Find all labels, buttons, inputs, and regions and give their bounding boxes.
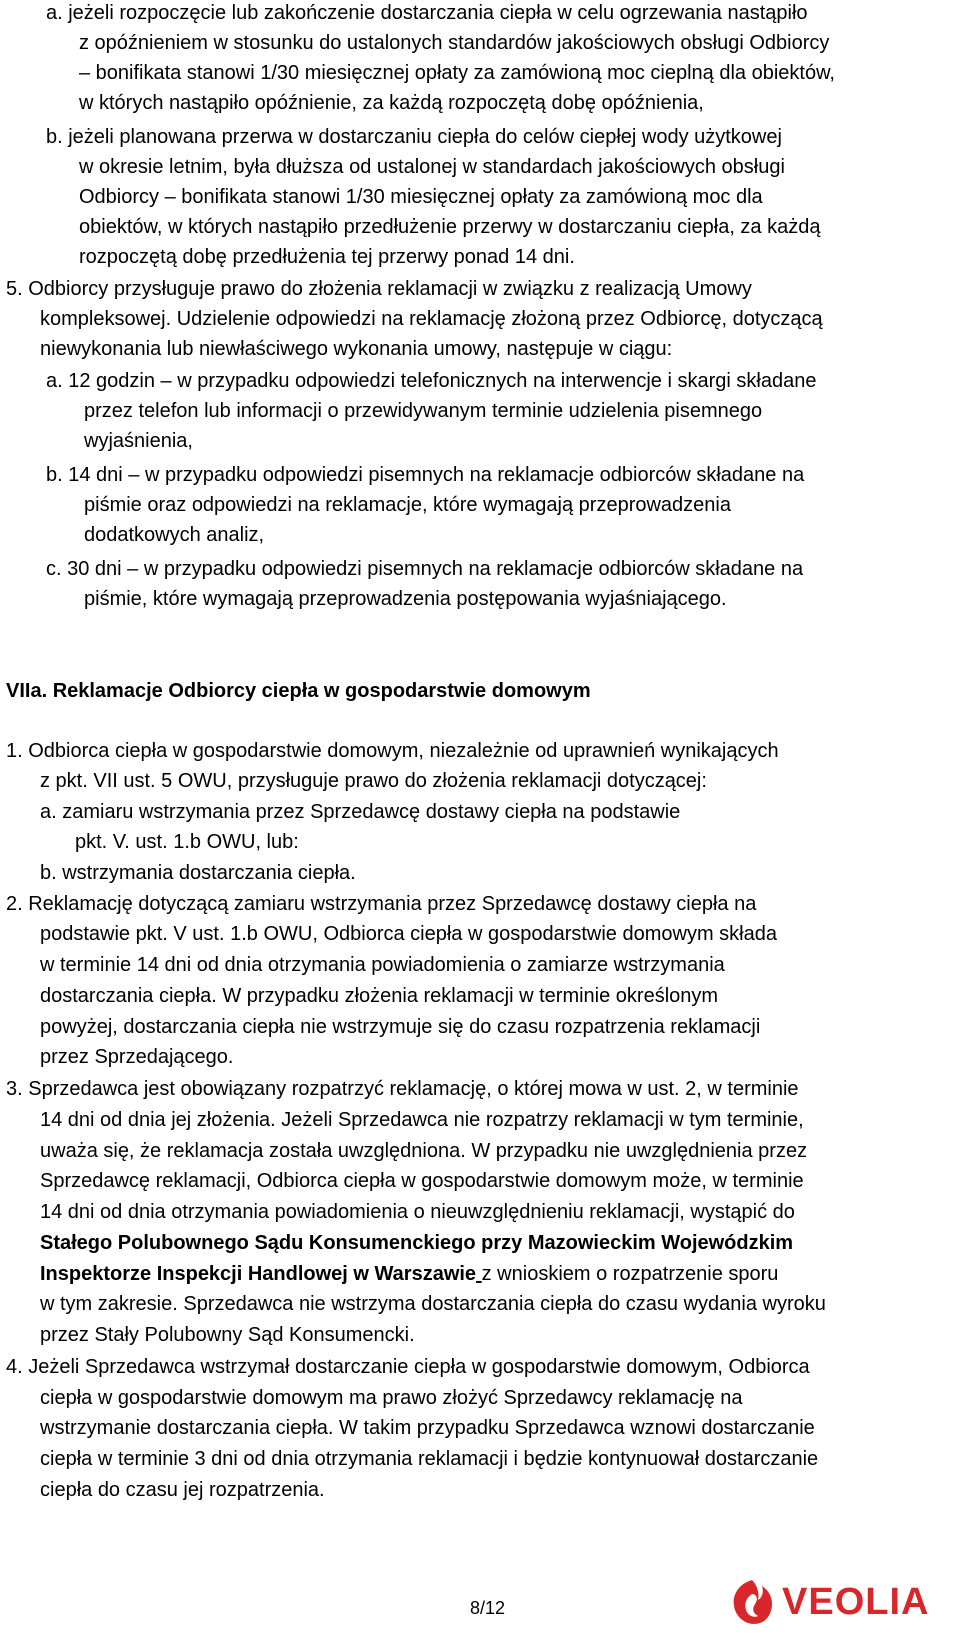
- text-line: ciepła w terminie 3 dni od dnia otrzymania reklamacji i będzie kontynuował dostarczanie: [40, 1448, 819, 1470]
- text-line: piśmie oraz odpowiedzi na reklamacje, które wymagają przeprowadzenia: [84, 494, 731, 516]
- text-line: 4. Jeżeli Sprzedawca wstrzymał dostarczanie ciepła w gospodarstwie domowym, Odbiorca: [6, 1356, 810, 1378]
- text-line: 5. Odbiorcy przysługuje prawo do złożenia reklamacji w związku z realizacją Umowy: [6, 278, 752, 300]
- text-line: z opóźnieniem w stosunku do ustalonych standardów jakościowych obsługi Odbiorcy: [79, 32, 830, 54]
- text-line: ciepła w gospodarstwie domowym ma prawo złożyć Sprzedawcy reklamację na: [40, 1387, 743, 1409]
- text-line: b. 14 dni – w przypadku odpowiedzi pisemnych na reklamacje odbiorców składane na: [46, 464, 805, 486]
- text-line: b. jeżeli planowana przerwa w dostarczaniu ciepła do celów ciepłej wody użytkowej: [46, 126, 782, 148]
- text-line: podstawie pkt. V ust. 1.b OWU, Odbiorca ciepła w gospodarstwie domowym składa: [40, 923, 777, 945]
- text-line: uważa się, że reklamacja została uwzględniona. W przypadku nie uwzględnienia przez: [40, 1140, 808, 1162]
- text-line: Sprzedawcę reklamacji, Odbiorca ciepła w gospodarstwie domowym może, w terminie: [40, 1170, 804, 1192]
- text-line: a. zamiaru wstrzymania przez Sprzedawcę dostawy ciepła na podstawie: [40, 801, 681, 823]
- text-line: przez Sprzedającego.: [40, 1046, 234, 1068]
- court-name-line: Stałego Polubownego Sądu Konsumenckiego przy Mazowieckim Wojewódzkim: [40, 1232, 794, 1254]
- text-line: w okresie letnim, była dłuższa od ustalonej w standardach jakościowych obsługi: [79, 156, 785, 178]
- veolia-logo: [728, 1574, 929, 1630]
- text-line: a. jeżeli rozpoczęcie lub zakończenie dostarczania ciepła w celu ogrzewania nastąpiło: [46, 2, 808, 24]
- text-line: piśmie, które wymagają przeprowadzenia postępowania wyjaśniającego.: [84, 588, 727, 610]
- text-line: przez Stały Polubowny Sąd Konsumencki.: [40, 1324, 415, 1346]
- text-line: 14 dni od dnia otrzymania powiadomienia o nieuwzględnieniu reklamacji, wystąpić do: [40, 1201, 795, 1223]
- text-line: w tym zakresie. Sprzedawca nie wstrzyma dostarczania ciepła do czasu wydania wyroku: [40, 1293, 826, 1315]
- court-name-bold: Inspektorze Inspekcji Handlowej w Warszawie: [40, 1263, 477, 1285]
- text-line: 14 dni od dnia jej złożenia. Jeżeli Sprzedawca nie rozpatrzy reklamacji w tym terminie,: [40, 1109, 804, 1131]
- text-line: dostarczania ciepła. W przypadku złożenia reklamacji w terminie określonym: [40, 985, 719, 1007]
- page-number: 8/12: [470, 1598, 506, 1618]
- text-line: w których nastąpiło opóźnienie, za każdą rozpoczętą dobę opóźnienia,: [79, 92, 704, 114]
- text-line: a. 12 godzin – w przypadku odpowiedzi telefonicznych na interwencje i skargi składane: [46, 370, 817, 392]
- text-line: kompleksowej. Udzielenie odpowiedzi na reklamację złożoną przez Odbiorcę, dotyczącą: [40, 308, 823, 330]
- text-line: dodatkowych analiz,: [84, 524, 265, 546]
- text-line: 3. Sprzedawca jest obowiązany rozpatrzyć reklamację, o której mowa w ust. 2, w terminie: [6, 1078, 799, 1100]
- logo-wordmark: VEOLIA: [782, 1580, 930, 1623]
- text-line: c. 30 dni – w przypadku odpowiedzi pisemnych na reklamacje odbiorców składane na: [46, 558, 804, 580]
- text-line: wyjaśnienia,: [84, 430, 193, 452]
- section-title: VIIa. Reklamacje Odbiorcy ciepła w gospodarstwie domowym: [6, 680, 591, 702]
- text-line: z pkt. VII ust. 5 OWU, przysługuje prawo do złożenia reklamacji dotyczącej:: [40, 770, 707, 792]
- text-line: 1. Odbiorca ciepła w gospodarstwie domowym, niezależnie od uprawnień wynikających: [6, 740, 779, 762]
- text-line: w terminie 14 dni od dnia otrzymania powiadomienia o zamiarze wstrzymania: [40, 954, 725, 976]
- text-line: 2. Reklamację dotyczącą zamiaru wstrzymania przez Sprzedawcę dostawy ciepła na: [6, 893, 757, 915]
- text-line: – bonifikata stanowi 1/30 miesięcznej opłaty za zamówioną moc cieplną dla obiektów,: [79, 62, 835, 84]
- text-line: przez telefon lub informacji o przewidywanym terminie udzielenia pisemnego: [84, 400, 763, 422]
- text-line: b. wstrzymania dostarczania ciepła.: [40, 862, 356, 884]
- court-line-tail: z wnioskiem o rozpatrzenie sporu: [481, 1263, 779, 1285]
- court-name-line-2: [40, 1259, 778, 1289]
- text-line: wstrzymanie dostarczania ciepła. W takim przypadku Sprzedawca wznowi dostarczanie: [40, 1417, 815, 1439]
- text-line: powyżej, dostarczania ciepła nie wstrzymuje się do czasu rozpatrzenia reklamacji: [40, 1016, 761, 1038]
- text-line: obiektów, w których nastąpiło przedłużenie przerwy w dostarczaniu ciepła, za każdą: [79, 216, 821, 238]
- text-line: ciepła do czasu jej rozpatrzenia.: [40, 1479, 325, 1501]
- text-line: Odbiorcy – bonifikata stanowi 1/30 miesięcznej opłaty za zamówioną moc dla: [79, 186, 763, 208]
- text-line: niewykonania lub niewłaściwego wykonania umowy, następuje w ciągu:: [40, 338, 673, 360]
- text-line: rozpoczętą dobę przedłużenia tej przerwy ponad 14 dni.: [79, 246, 575, 268]
- text-line: pkt. V. ust. 1.b OWU, lub:: [75, 831, 299, 853]
- veolia-flame-icon: [728, 1576, 776, 1628]
